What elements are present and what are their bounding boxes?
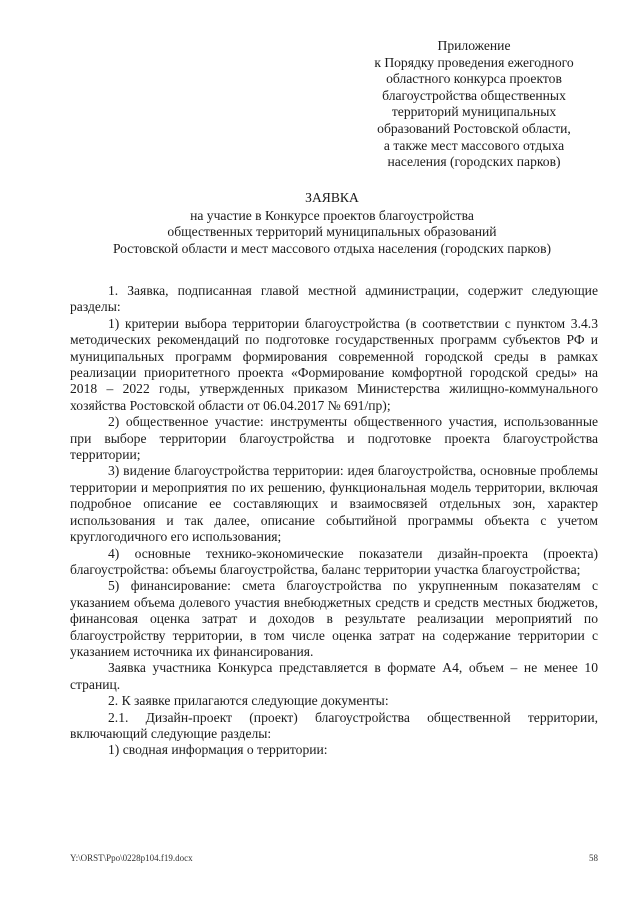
document-body [70, 283, 598, 759]
heading-line: Ростовской области и мест массового отдыха населения (городских парков) [112, 240, 552, 256]
paragraph: 1) сводная информация о территории: [108, 742, 328, 758]
paragraph: 1. Заявка, подписанная главой местной администрации, содержит следующие разделы: [70, 283, 598, 315]
paragraph: 4) основные технико-экономические показатели дизайн-проекта (проекта) благоустройства: объемы благоустройства, баланс территории участка благоустройства; [70, 545, 598, 577]
paragraph: 2) общественное участие: инструменты общественного участия, использованные при выборе территории благоустройства и подготовке проекта благоустройства территории; [70, 414, 598, 463]
appendix-line: к Порядку проведения ежегодного [374, 54, 574, 70]
paragraph: 2. К заявке прилагаются следующие документы: [108, 693, 389, 709]
appendix-line: территорий муниципальных [391, 104, 557, 120]
appendix-line: благоустройства общественных [382, 87, 566, 103]
document-title: ЗАЯВКА [305, 190, 359, 205]
paragraph: 2.1. Дизайн-проект (проект) благоустройства общественной территории, включающий следующие разделы: [70, 709, 598, 741]
appendix-block [358, 38, 590, 171]
appendix-line: а также мест массового отдыха [383, 137, 565, 153]
footer-file-path: Y:\ORST\Ppo\0228p104.f19.docx [70, 853, 193, 863]
appendix-line: населения (городских парков) [387, 154, 561, 170]
paragraph: Заявка участника Конкурса представляется в формате А4, объем – не менее 10 страниц. [70, 660, 598, 692]
paragraph: 3) видение благоустройства территории: идея благоустройства, основные проблемы территории и мероприятия по их решению, функциональная модель территории, включая подробное описание ее составляющих и взаимосвязей отдельных зон, характер использования и так далее, описание событийной программы объекта с учетом круглогодичного его использования; [70, 463, 598, 545]
appendix-line: образований Ростовской области, [377, 120, 571, 136]
appendix-line: областного конкурса проектов [386, 71, 562, 87]
paragraph: 5) финансирование: смета благоустройства по укрупненным показателям с указанием объема долевого участия внебюджетных средств и средств местных бюджетов, финансовая оценка затрат и доходов в результате реализации мероприятий по благоустройству территории, в том числе оценка затрат на содержание территории с указанием источника их финансирования. [70, 578, 598, 659]
footer-page-number: 58 [589, 853, 598, 863]
paragraph: 1) критерии выбора территории благоустройства (в соответствии с пунктом 3.4.3 методических рекомендаций по подготовке государственных программ субъектов РФ и муниципальных программ формирования современной городской среды в рамках реализации приоритетного проекта «Формирование комфортной городской среды» на 2018 – 2022 годы, утвержденных приказом Министерства жилищно-коммунального хозяйства Ростовской области от 06.04.2017 № 691/пр); [70, 315, 598, 413]
appendix-line: Приложение [437, 38, 511, 53]
heading-line: на участие в Конкурсе проектов благоустройства [190, 207, 474, 223]
heading-line: общественных территорий муниципальных образований [167, 224, 497, 240]
document-heading [64, 190, 600, 257]
